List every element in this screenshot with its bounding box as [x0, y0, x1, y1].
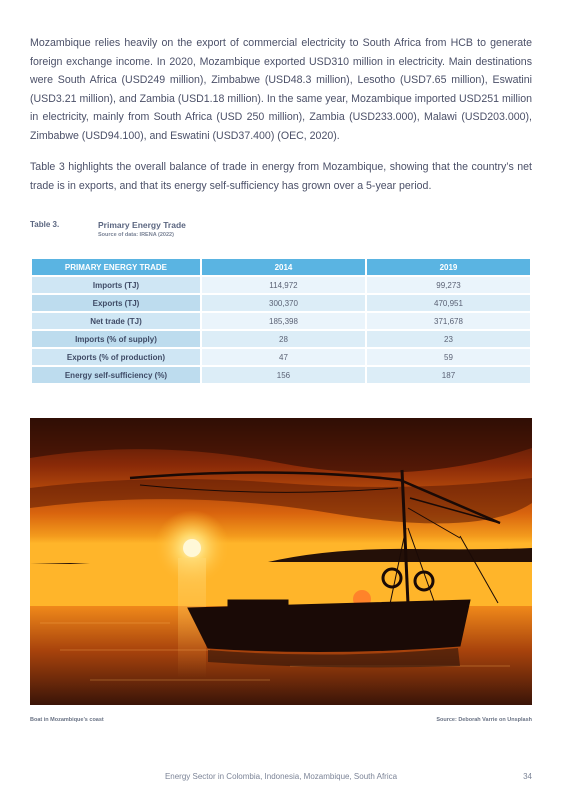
figure-caption: Boat in Mozambique’s coast: [30, 717, 104, 723]
cell-2014: 185,398: [202, 313, 365, 329]
boat-sunset-photo: [30, 418, 532, 705]
cell-2019: 470,951: [367, 295, 530, 311]
cell-2019: 59: [367, 349, 530, 365]
row-label: Exports (% of production): [32, 349, 200, 365]
row-label: Energy self-sufficiency (%): [32, 367, 200, 383]
cell-2014: 114,972: [202, 277, 365, 293]
photo-illustration: [30, 418, 532, 705]
table-header-cell: 2019: [367, 259, 530, 275]
row-label: Exports (TJ): [32, 295, 200, 311]
row-label: Net trade (TJ): [32, 313, 200, 329]
cell-2019: 371,678: [367, 313, 530, 329]
cell-2019: 23: [367, 331, 530, 347]
table-row: [32, 277, 530, 293]
table-row: [32, 313, 530, 329]
table-title: Primary Energy Trade: [98, 220, 186, 230]
cell-2019: 187: [367, 367, 530, 383]
cell-2019: 99,273: [367, 277, 530, 293]
table-row: [32, 295, 530, 311]
row-label: Imports (% of supply): [32, 331, 200, 347]
cell-2014: 156: [202, 367, 365, 383]
cell-2014: 28: [202, 331, 365, 347]
table-header-cell: 2014: [202, 259, 365, 275]
table-header-row: [32, 259, 530, 275]
cell-2014: 300,370: [202, 295, 365, 311]
figure-credit: Source: Deborah Varrie on Unsplash: [436, 717, 532, 723]
body-paragraph-2: Table 3 highlights the overall balance of trade in energy from Mozambique, showing that the country’s net trade is in exports, and that its energy self-sufficiency has grown over a 5-year period.: [30, 161, 532, 192]
cell-2014: 47: [202, 349, 365, 365]
table-row: [32, 349, 530, 365]
table-row: [32, 367, 530, 383]
table-number: Table 3.: [30, 220, 60, 229]
table-header-cell: PRIMARY ENERGY TRADE: [32, 259, 200, 275]
page-number: 34: [523, 772, 532, 781]
body-paragraph-1: Mozambique relies heavily on the export of commercial electricity to South Africa from HCB to generate foreign exchange income. In 2020, Mozambique exported USD310 million in electricity. Main destinations were South Africa (USD249 million), Zimbabwe (USD48.3 million), Lesotho (USD7.65 million), Eswatini (USD3.21 million), and Zambia (USD1.18 million). In the same year, Mozambique imported USD251 million in electricity, mainly from South Africa (USD 250 million), Zambia (USD233.000), Malawi (USD203.000), Zimbabwe (USD94.100), and Eswatini (USD37.400) (OEC, 2020).: [30, 37, 532, 142]
footer-title: Energy Sector in Colombia, Indonesia, Mozambique, South Africa: [164, 772, 398, 781]
table-source: Source of data: IRENA (2022): [98, 232, 174, 238]
table-row: [32, 331, 530, 347]
row-label: Imports (TJ): [32, 277, 200, 293]
energy-trade-table: [30, 257, 532, 385]
